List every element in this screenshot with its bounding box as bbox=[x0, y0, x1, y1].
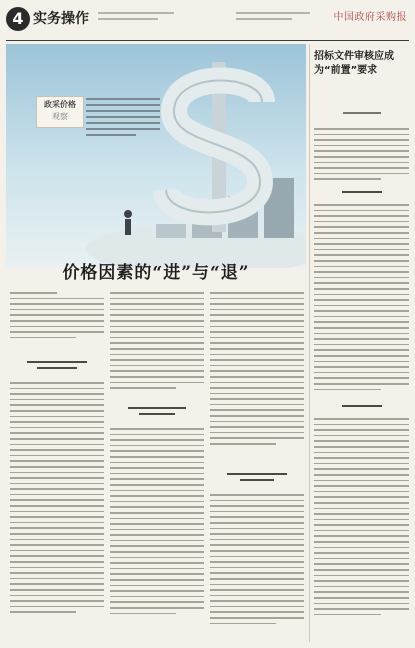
text-line bbox=[10, 611, 76, 613]
text-line bbox=[314, 249, 409, 251]
text-line bbox=[110, 348, 204, 350]
text-line bbox=[10, 449, 104, 451]
text-line bbox=[210, 398, 304, 400]
text-line bbox=[314, 603, 409, 605]
text-line bbox=[110, 601, 204, 603]
article-column-3 bbox=[210, 292, 304, 449]
text-line bbox=[314, 580, 409, 582]
text-line bbox=[210, 494, 304, 496]
text-line bbox=[314, 277, 409, 279]
text-line bbox=[210, 432, 304, 434]
text-line bbox=[210, 533, 304, 535]
text-line bbox=[110, 613, 176, 615]
text-line bbox=[110, 523, 204, 525]
text-line bbox=[314, 457, 409, 459]
text-line bbox=[110, 376, 204, 378]
text-line bbox=[210, 370, 304, 372]
text-line bbox=[314, 474, 409, 476]
text-line bbox=[314, 355, 409, 357]
text-line bbox=[10, 438, 104, 440]
text-line bbox=[110, 568, 204, 570]
text-line bbox=[314, 563, 409, 565]
article-column-3-cont bbox=[210, 494, 304, 628]
text-line bbox=[314, 243, 409, 245]
text-line bbox=[110, 462, 204, 464]
text-line bbox=[210, 415, 304, 417]
text-line bbox=[86, 104, 160, 106]
text-line bbox=[10, 303, 104, 305]
text-line bbox=[110, 596, 204, 598]
text-line bbox=[110, 478, 204, 480]
text-line bbox=[110, 490, 204, 492]
text-line bbox=[86, 116, 160, 118]
text-line bbox=[210, 348, 304, 350]
text-line bbox=[110, 551, 204, 553]
text-line bbox=[86, 128, 160, 130]
text-line bbox=[314, 215, 409, 217]
text-line bbox=[314, 424, 409, 426]
text-line bbox=[110, 359, 204, 361]
text-line bbox=[10, 539, 104, 541]
text-line bbox=[210, 589, 304, 591]
text-line bbox=[314, 338, 409, 340]
text-line bbox=[10, 583, 104, 585]
text-line bbox=[314, 491, 409, 493]
text-line bbox=[314, 294, 409, 296]
subhead-line bbox=[227, 473, 287, 475]
text-line bbox=[210, 600, 304, 602]
text-line bbox=[314, 327, 409, 329]
side-body-3 bbox=[314, 418, 409, 619]
text-line bbox=[110, 314, 204, 316]
text-line bbox=[10, 488, 104, 490]
subhead-line bbox=[128, 407, 186, 409]
text-line bbox=[10, 460, 104, 462]
text-line bbox=[110, 309, 204, 311]
meta-line bbox=[98, 12, 174, 14]
text-line bbox=[10, 432, 104, 434]
text-line bbox=[210, 342, 304, 344]
text-line bbox=[110, 387, 176, 389]
text-line bbox=[210, 611, 304, 613]
text-line bbox=[314, 210, 409, 212]
text-line bbox=[314, 316, 409, 318]
text-line bbox=[210, 421, 304, 423]
subhead-line bbox=[37, 367, 77, 369]
text-line bbox=[10, 331, 104, 333]
text-line bbox=[314, 167, 409, 169]
text-line bbox=[314, 139, 409, 141]
text-line bbox=[110, 320, 204, 322]
byline bbox=[10, 292, 57, 294]
text-line bbox=[10, 382, 104, 384]
side-headline: 招标文件审核应成为“前置”要求 bbox=[314, 51, 394, 76]
text-line bbox=[314, 530, 409, 532]
text-line bbox=[314, 226, 409, 228]
text-line bbox=[314, 145, 409, 147]
text-line bbox=[110, 331, 204, 333]
text-line bbox=[10, 544, 104, 546]
text-line bbox=[314, 558, 409, 560]
text-line bbox=[210, 376, 304, 378]
text-line bbox=[10, 337, 76, 339]
article-column-1-cont bbox=[10, 382, 104, 617]
text-line bbox=[110, 337, 204, 339]
text-line bbox=[110, 365, 204, 367]
text-line bbox=[314, 452, 409, 454]
text-line bbox=[10, 410, 104, 412]
text-line bbox=[210, 572, 304, 574]
text-line bbox=[314, 418, 409, 420]
text-line bbox=[210, 437, 304, 439]
text-line bbox=[314, 310, 409, 312]
masthead bbox=[6, 4, 409, 41]
subhead-line bbox=[342, 405, 382, 407]
text-line bbox=[210, 331, 304, 333]
text-line bbox=[10, 494, 104, 496]
text-line bbox=[314, 541, 409, 543]
text-line bbox=[10, 298, 104, 300]
text-line bbox=[314, 468, 409, 470]
text-line bbox=[314, 128, 409, 130]
text-line bbox=[314, 485, 409, 487]
text-line bbox=[10, 561, 104, 563]
text-line bbox=[314, 321, 409, 323]
text-line bbox=[314, 508, 409, 510]
text-line bbox=[210, 298, 304, 300]
text-line bbox=[10, 444, 104, 446]
side-body-2 bbox=[314, 204, 409, 394]
text-line bbox=[210, 500, 304, 502]
text-line bbox=[86, 110, 160, 112]
text-line bbox=[210, 443, 276, 445]
text-line bbox=[110, 573, 204, 575]
meta-line bbox=[236, 18, 292, 20]
text-line bbox=[10, 600, 104, 602]
text-line bbox=[210, 595, 304, 597]
text-line bbox=[314, 435, 409, 437]
text-line bbox=[110, 456, 204, 458]
text-line bbox=[210, 387, 304, 389]
text-line bbox=[314, 238, 409, 240]
text-line bbox=[110, 518, 204, 520]
text-line bbox=[210, 404, 304, 406]
text-line bbox=[314, 305, 409, 307]
text-line bbox=[314, 288, 409, 290]
text-line bbox=[210, 550, 304, 552]
text-line bbox=[314, 178, 381, 180]
text-line bbox=[314, 333, 409, 335]
column-divider bbox=[309, 44, 310, 642]
text-line bbox=[10, 511, 104, 513]
text-line bbox=[110, 557, 204, 559]
side-subhead bbox=[314, 402, 409, 412]
article-column-2 bbox=[110, 292, 204, 393]
text-line bbox=[314, 173, 409, 175]
text-line bbox=[314, 502, 409, 504]
text-line bbox=[110, 382, 204, 384]
text-line bbox=[314, 496, 409, 498]
text-line bbox=[110, 501, 204, 503]
text-line bbox=[314, 552, 409, 554]
text-line bbox=[210, 584, 304, 586]
text-line bbox=[110, 445, 204, 447]
text-line bbox=[10, 606, 104, 608]
section-subhead bbox=[110, 400, 204, 422]
text-line bbox=[314, 344, 409, 346]
text-line bbox=[10, 320, 104, 322]
text-line bbox=[10, 477, 104, 479]
text-line bbox=[10, 416, 104, 418]
text-line bbox=[314, 349, 409, 351]
text-line bbox=[314, 463, 409, 465]
text-line bbox=[10, 309, 104, 311]
text-line bbox=[110, 585, 204, 587]
text-line bbox=[314, 156, 409, 158]
text-line bbox=[210, 516, 304, 518]
text-line bbox=[110, 529, 204, 531]
text-line bbox=[314, 134, 409, 136]
text-line bbox=[210, 326, 304, 328]
text-line bbox=[10, 567, 104, 569]
text-line bbox=[314, 535, 409, 537]
text-line bbox=[110, 562, 204, 564]
text-line bbox=[314, 361, 409, 363]
text-line bbox=[86, 134, 136, 136]
hero-illustration bbox=[6, 44, 306, 268]
text-line bbox=[10, 572, 104, 574]
text-line bbox=[210, 359, 304, 361]
text-line bbox=[210, 337, 304, 339]
text-line bbox=[314, 383, 409, 385]
text-line bbox=[10, 421, 104, 423]
text-line bbox=[210, 578, 304, 580]
text-line bbox=[110, 354, 204, 356]
text-line bbox=[210, 426, 304, 428]
text-line bbox=[314, 446, 409, 448]
text-line bbox=[110, 434, 204, 436]
text-line bbox=[314, 271, 409, 273]
text-line bbox=[314, 429, 409, 431]
text-line bbox=[110, 534, 204, 536]
text-line bbox=[210, 606, 304, 608]
text-line bbox=[210, 409, 304, 411]
text-line bbox=[110, 298, 204, 300]
text-line bbox=[110, 450, 204, 452]
text-line bbox=[314, 150, 409, 152]
text-line bbox=[10, 589, 104, 591]
text-line bbox=[314, 519, 409, 521]
text-line bbox=[10, 393, 104, 395]
text-line bbox=[110, 512, 204, 514]
text-line bbox=[10, 427, 104, 429]
subhead-line bbox=[27, 361, 87, 363]
text-line bbox=[10, 399, 104, 401]
meta-line bbox=[98, 18, 158, 20]
main-headline: 价格因素的“进”与“退” bbox=[62, 263, 250, 283]
text-line bbox=[210, 393, 304, 395]
text-line bbox=[110, 607, 204, 609]
text-line bbox=[314, 377, 409, 379]
text-line bbox=[210, 303, 304, 305]
text-line bbox=[10, 595, 104, 597]
dollar-illustration bbox=[6, 44, 306, 268]
text-line bbox=[110, 579, 204, 581]
text-line bbox=[314, 162, 409, 164]
contact-meta bbox=[236, 12, 310, 24]
text-line bbox=[110, 467, 204, 469]
side-subhead bbox=[314, 188, 409, 198]
text-line bbox=[210, 528, 304, 530]
dollar-sign-icon bbox=[166, 62, 262, 232]
text-line bbox=[10, 527, 104, 529]
side-body-1 bbox=[314, 128, 409, 184]
text-line bbox=[110, 439, 204, 441]
column-tag bbox=[36, 96, 84, 128]
section-subhead bbox=[210, 466, 304, 488]
text-line bbox=[210, 617, 304, 619]
text-line bbox=[110, 473, 204, 475]
text-line bbox=[314, 299, 409, 301]
paper-name: 中国政府采购报 bbox=[333, 12, 407, 23]
text-line bbox=[210, 505, 304, 507]
byline-line bbox=[343, 112, 381, 114]
text-line bbox=[110, 292, 204, 294]
text-line bbox=[314, 232, 409, 234]
text-line bbox=[314, 614, 381, 616]
text-line bbox=[10, 404, 104, 406]
text-line bbox=[110, 342, 204, 344]
text-line bbox=[10, 550, 104, 552]
page-number: 4 bbox=[6, 7, 30, 31]
text-line bbox=[314, 480, 409, 482]
text-line bbox=[314, 372, 409, 374]
text-line bbox=[10, 314, 104, 316]
issue-meta bbox=[98, 12, 174, 24]
text-line bbox=[110, 484, 204, 486]
text-line bbox=[86, 122, 160, 124]
text-line bbox=[10, 522, 104, 524]
text-line bbox=[110, 495, 204, 497]
text-line bbox=[210, 292, 304, 294]
text-line bbox=[314, 260, 409, 262]
text-line bbox=[210, 365, 304, 367]
text-line bbox=[210, 623, 276, 625]
text-line bbox=[210, 561, 304, 563]
text-line bbox=[314, 547, 409, 549]
text-line bbox=[10, 533, 104, 535]
text-line bbox=[210, 556, 304, 558]
column-tag-subtitle: 观察 bbox=[52, 112, 68, 121]
text-line bbox=[10, 499, 104, 501]
text-line bbox=[210, 544, 304, 546]
text-line bbox=[110, 303, 204, 305]
text-line bbox=[10, 388, 104, 390]
text-line bbox=[314, 524, 409, 526]
text-line bbox=[10, 472, 104, 474]
text-line bbox=[314, 569, 409, 571]
article-column-2-cont bbox=[110, 428, 204, 618]
text-line bbox=[10, 455, 104, 457]
text-line bbox=[314, 266, 409, 268]
text-line bbox=[314, 575, 409, 577]
text-line bbox=[210, 522, 304, 524]
text-line bbox=[210, 314, 304, 316]
text-line bbox=[210, 354, 304, 356]
text-line bbox=[314, 586, 409, 588]
text-line bbox=[314, 389, 381, 391]
text-line bbox=[10, 516, 104, 518]
text-line bbox=[86, 98, 160, 100]
text-line bbox=[110, 326, 204, 328]
text-line bbox=[210, 320, 304, 322]
text-line bbox=[314, 591, 409, 593]
side-byline bbox=[314, 110, 409, 120]
text-line bbox=[10, 555, 104, 557]
text-line bbox=[110, 370, 204, 372]
text-line bbox=[314, 513, 409, 515]
text-line bbox=[210, 539, 304, 541]
text-line bbox=[10, 505, 104, 507]
text-line bbox=[314, 597, 409, 599]
person-figure bbox=[124, 210, 132, 235]
text-line bbox=[110, 540, 204, 542]
subhead-line bbox=[342, 191, 382, 193]
text-line bbox=[210, 511, 304, 513]
text-line bbox=[314, 204, 409, 206]
text-line bbox=[210, 567, 304, 569]
text-line bbox=[110, 506, 204, 508]
article-column-1 bbox=[10, 292, 104, 342]
section-subhead bbox=[10, 354, 104, 376]
article-intro bbox=[86, 98, 160, 140]
text-line bbox=[110, 428, 204, 430]
text-line bbox=[314, 440, 409, 442]
text-line bbox=[10, 578, 104, 580]
text-line bbox=[210, 309, 304, 311]
text-line bbox=[314, 282, 409, 284]
text-line bbox=[10, 483, 104, 485]
text-line bbox=[10, 326, 104, 328]
meta-line bbox=[236, 12, 310, 14]
text-line bbox=[314, 608, 409, 610]
section-title: 实务操作 bbox=[33, 11, 89, 27]
text-line bbox=[314, 254, 409, 256]
subhead-line bbox=[240, 479, 274, 481]
text-line bbox=[210, 382, 304, 384]
text-line bbox=[110, 590, 204, 592]
text-line bbox=[314, 366, 409, 368]
side-article bbox=[314, 44, 409, 642]
text-line bbox=[110, 545, 204, 547]
column-tag-title: 政采价格 bbox=[44, 100, 76, 109]
subhead-line bbox=[139, 413, 175, 415]
text-line bbox=[314, 221, 409, 223]
text-line bbox=[10, 466, 104, 468]
